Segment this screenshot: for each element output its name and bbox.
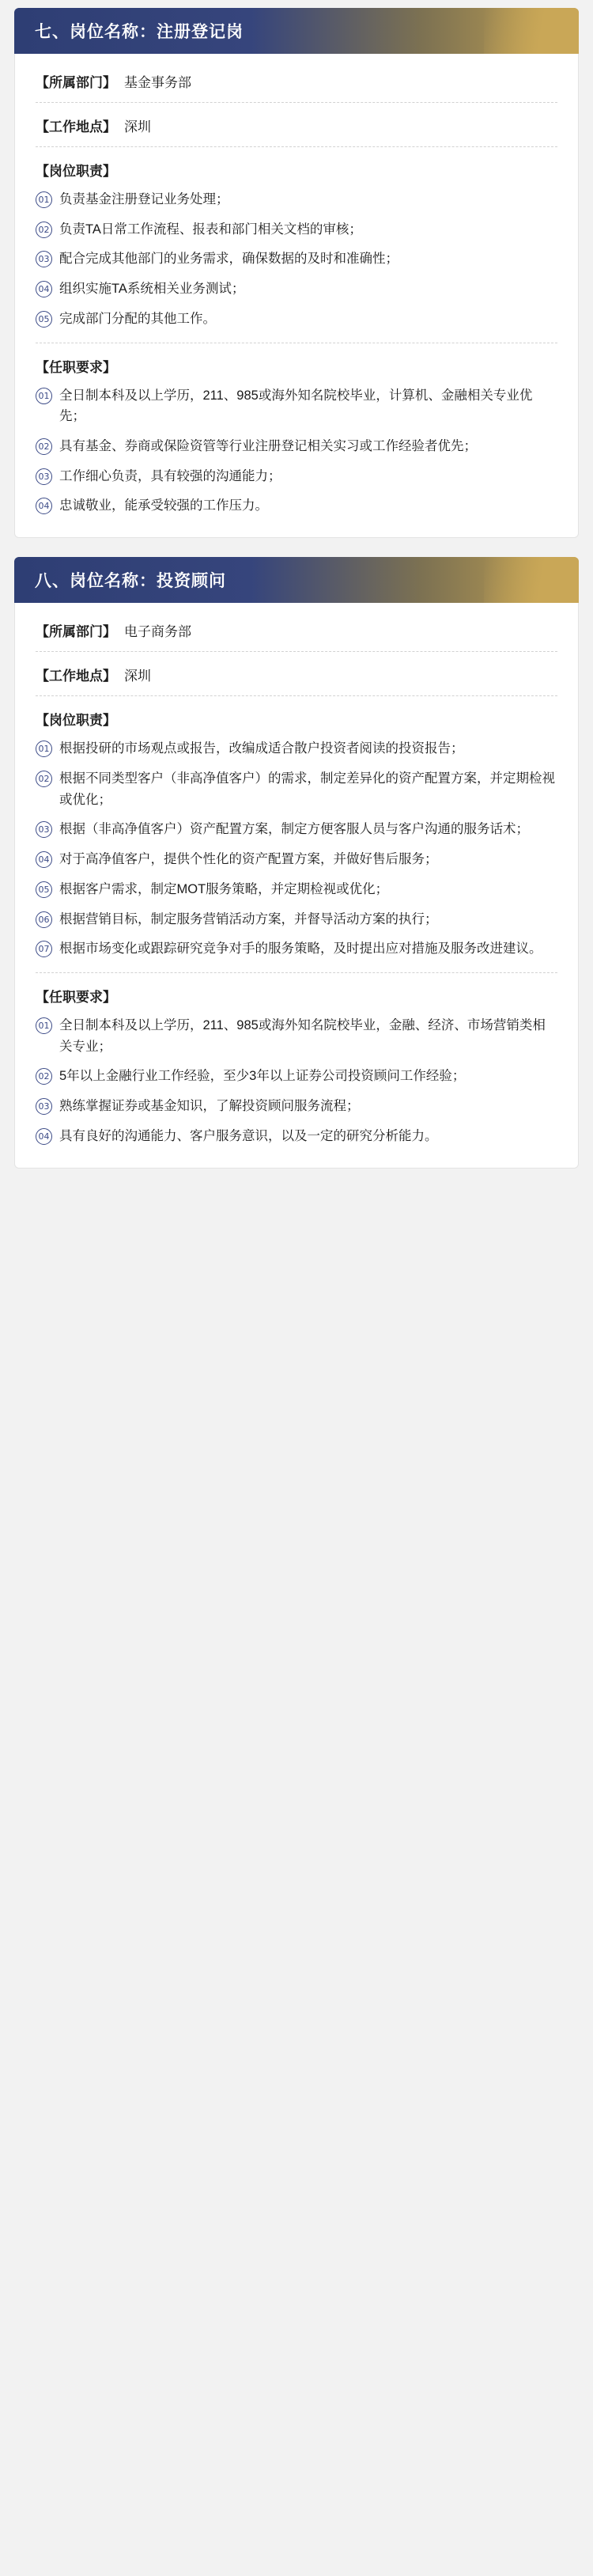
item-number: 02	[36, 771, 52, 787]
item-number: 01	[36, 388, 52, 404]
item-text: 工作细心负责，具有较强的沟通能力；	[59, 468, 281, 483]
list-item	[36, 849, 557, 870]
divider	[36, 651, 557, 652]
duties-heading: 【岗位职责】	[36, 713, 116, 729]
list-item	[36, 1015, 557, 1057]
list-item	[36, 1066, 557, 1087]
item-number: 01	[36, 741, 52, 757]
list-item	[36, 189, 557, 210]
department-row	[36, 71, 557, 102]
department-label: 【所属部门】	[36, 624, 116, 640]
list-item	[36, 278, 557, 300]
divider	[36, 972, 557, 973]
job-header-banner	[14, 557, 579, 603]
item-text: 配合完成其他部门的业务需求，确保数据的及时和准确性；	[59, 252, 398, 267]
item-number: 05	[36, 881, 52, 898]
list-item	[36, 309, 557, 330]
item-text: 根据营销目标，制定服务营销活动方案，并督导活动方案的执行；	[59, 911, 438, 926]
item-text: 忠诚敬业，能承受较强的工作压力。	[59, 498, 268, 513]
item-text: 根据投研的市场观点或报告，改编成适合散户投资者阅读的投资报告；	[59, 741, 464, 756]
divider	[36, 102, 557, 103]
job-card	[0, 8, 593, 538]
requirements-list	[36, 385, 557, 517]
requirements-heading: 【任职要求】	[36, 359, 116, 375]
list-item	[36, 385, 557, 427]
item-text: 全日制本科及以上学历，211、985或海外知名院校毕业，金融、经济、市场营销类相关专业；	[59, 1017, 546, 1054]
location-row	[36, 665, 557, 695]
item-text: 根据市场变化或跟踪研究竞争对手的服务策略，及时提出应对措施及服务改进建议。	[59, 941, 542, 957]
item-text: 熟练掌握证券或基金知识，了解投资顾问服务流程；	[59, 1099, 360, 1114]
item-number: 04	[36, 1128, 52, 1145]
item-number: 04	[36, 281, 52, 297]
divider	[36, 695, 557, 696]
item-number: 07	[36, 941, 52, 957]
list-item	[36, 938, 557, 960]
location-row	[36, 116, 557, 146]
item-number: 05	[36, 311, 52, 328]
item-number: 03	[36, 468, 52, 485]
department-value: 电子商务部	[124, 624, 191, 640]
item-number: 03	[36, 821, 52, 838]
list-item	[36, 768, 557, 810]
duties-list	[36, 738, 557, 960]
item-number: 02	[36, 438, 52, 455]
item-number: 03	[36, 1098, 52, 1115]
item-text: 对于高净值客户，提供个性化的资产配置方案，并做好售后服务；	[59, 852, 438, 867]
item-number: 04	[36, 498, 52, 514]
department-label: 【所属部门】	[36, 75, 116, 90]
duties-heading: 【岗位职责】	[36, 164, 116, 179]
item-number: 03	[36, 251, 52, 267]
list-item	[36, 879, 557, 900]
divider	[36, 146, 557, 147]
item-text: 全日制本科及以上学历，211、985或海外知名院校毕业，计算机、金融相关专业优先；	[59, 388, 533, 424]
item-number: 01	[36, 1017, 52, 1034]
item-text: 根据（非高净值客户）资产配置方案，制定方便客服人员与客户沟通的服务话术；	[59, 822, 529, 837]
item-number: 06	[36, 911, 52, 928]
list-item	[36, 1096, 557, 1117]
item-number: 04	[36, 851, 52, 868]
department-row	[36, 620, 557, 651]
job-postings-page	[0, 0, 593, 1202]
job-card	[0, 557, 593, 1168]
item-number: 02	[36, 222, 52, 238]
item-text: 完成部门分配的其他工作。	[59, 311, 216, 326]
requirements-list	[36, 1015, 557, 1147]
item-text: 根据客户需求，制定MOT服务策略，并定期检视或优化；	[59, 881, 389, 896]
requirements-heading: 【任职要求】	[36, 989, 116, 1005]
item-number: 02	[36, 1068, 52, 1085]
list-item	[36, 436, 557, 457]
location-label: 【工作地点】	[36, 119, 116, 134]
job-header-banner	[14, 8, 579, 54]
list-item	[36, 1126, 557, 1147]
list-item	[36, 466, 557, 487]
item-text: 具有基金、券商或保险资管等行业注册登记相关实习或工作经验者优先；	[59, 439, 477, 454]
item-text: 具有良好的沟通能力、客户服务意识，以及一定的研究分析能力。	[59, 1128, 438, 1143]
list-item	[36, 738, 557, 760]
duties-list	[36, 189, 557, 330]
list-item	[36, 495, 557, 517]
location-value: 深圳	[124, 119, 151, 134]
job-body	[14, 603, 579, 1168]
location-label: 【工作地点】	[36, 669, 116, 684]
location-value: 深圳	[124, 669, 151, 684]
item-text: 根据不同类型客户（非高净值客户）的需求，制定差异化的资产配置方案，并定期检视或优化；	[59, 771, 555, 807]
job-title: 七、岗位名称：注册登记岗	[35, 23, 244, 41]
list-item	[36, 909, 557, 930]
item-text: 5年以上金融行业工作经验，至少3年以上证券公司投资顾问工作经验；	[59, 1069, 466, 1084]
list-item	[36, 219, 557, 241]
list-item	[36, 819, 557, 840]
item-text: 负责TA日常工作流程、报表和部门相关文档的审核；	[59, 222, 362, 237]
job-body	[14, 54, 579, 538]
department-value: 基金事务部	[124, 75, 191, 90]
list-item	[36, 248, 557, 270]
item-number: 01	[36, 191, 52, 208]
item-text: 组织实施TA系统相关业务测试；	[59, 282, 245, 297]
job-title: 八、岗位名称：投资顾问	[35, 572, 226, 591]
item-text: 负责基金注册登记业务处理；	[59, 192, 229, 206]
